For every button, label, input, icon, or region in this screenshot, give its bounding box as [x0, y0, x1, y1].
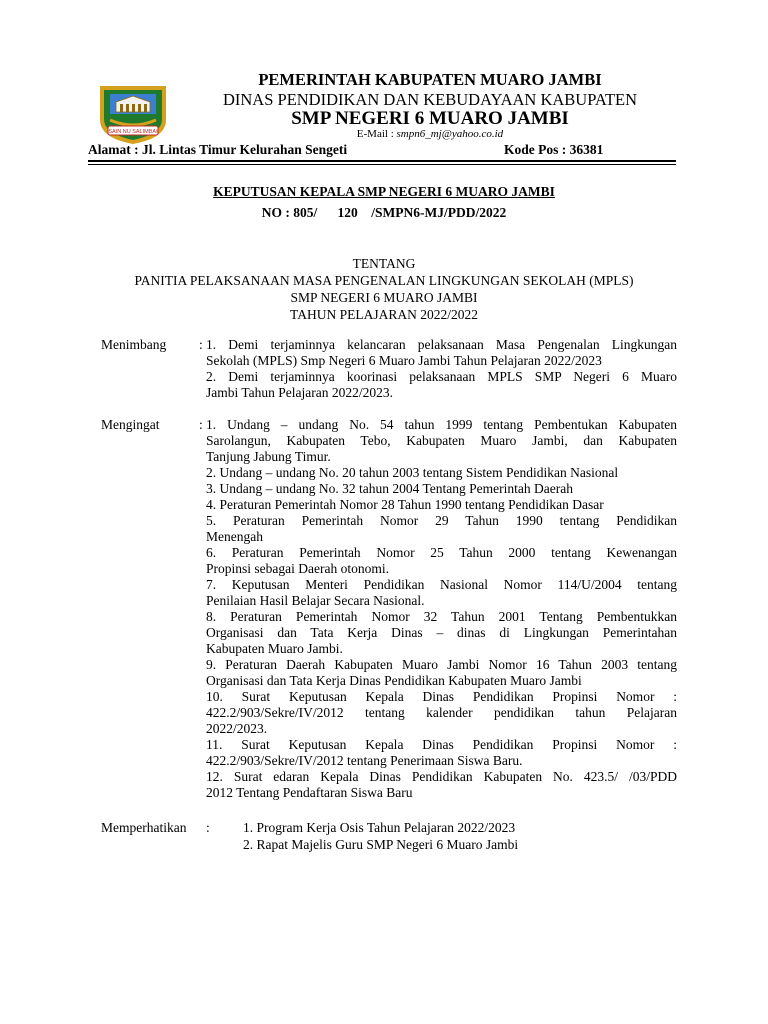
- mengingat-item-line: 4. Peraturan Pemerintah Nomor 28 Tahun 1990 tentang Pendidikan Dasar: [206, 497, 604, 512]
- mengingat-item-line: Menengah: [206, 529, 263, 544]
- menimbang-item-line: 1. Demi terjaminnya kelancaran pelaksanaan Masa Pengenalan Lingkungan: [206, 337, 677, 352]
- mengingat-item: [206, 417, 677, 465]
- mengingat-item: [206, 481, 677, 497]
- mengingat-item-line: Tanjung Jabung Timur.: [206, 449, 331, 464]
- menimbang-item-line: Sekolah (MPLS) Smp Negeri 6 Muaro Jambi Tahun Pelajaran 2022/2023: [206, 353, 602, 368]
- mengingat-item-line: 5. Peraturan Pemerintah Nomor 29 Tahun 1990 tentang Pendidikan: [206, 513, 677, 528]
- mengingat-item: [206, 769, 677, 801]
- decree-subject-line2: SMP NEGERI 6 MUARO JAMBI: [290, 290, 478, 305]
- memperhatikan-label: Memperhatikan: [101, 820, 187, 835]
- mengingat-item-line: Organisasi dan Tata Kerja Dinas Pendidikan Kabupaten Muaro Jambi: [206, 673, 582, 688]
- mengingat-item: [206, 657, 677, 689]
- header-address: Alamat : Jl. Lintas Timur Kelurahan Sengeti: [88, 142, 348, 157]
- mengingat-item: [206, 465, 677, 481]
- decree-subject-line3: TAHUN PELAJARAN 2022/2022: [290, 307, 478, 322]
- mengingat-item-line: 8. Peraturan Pemerintah Nomor 32 Tahun 2001 Tentang Pembentukkan: [206, 609, 677, 624]
- mengingat-item-line: Penilaian Hasil Belajar Secara Nasional.: [206, 593, 425, 608]
- header-government: PEMERINTAH KABUPATEN MUARO JAMBI: [258, 70, 602, 89]
- mengingat-item-line: 422.2/903/Sekre/IV/2012 tentang Penerimaan Siswa Baru.: [206, 753, 523, 768]
- decree-title: KEPUTUSAN KEPALA SMP NEGERI 6 MUARO JAMBI: [213, 184, 555, 199]
- email-label: E-Mail :: [356, 128, 397, 140]
- mengingat-item-line: Propinsi sebagai Daerah otonomi.: [206, 561, 389, 576]
- header-divider-thick: [88, 160, 676, 162]
- header-postal-code: Kode Pos : 36381: [504, 142, 604, 157]
- mengingat-label: Mengingat: [101, 417, 160, 432]
- menimbang-item: [206, 337, 677, 369]
- memperhatikan-colon: :: [206, 820, 210, 835]
- mengingat-item-line: 2012 Tentang Pendaftaran Siswa Baru: [206, 785, 413, 800]
- mengingat-item-line: 7. Keputusan Menteri Pendidikan Nasional Nomor 114/U/2004 tentang: [206, 577, 677, 592]
- mengingat-item-line: 2022/2023.: [206, 721, 268, 736]
- mengingat-item-line: 3. Undang – undang No. 32 tahun 2004 Tentang Pemerintah Daerah: [206, 481, 573, 496]
- regency-logo-icon: [96, 80, 170, 146]
- mengingat-item-line: 12. Surat edaran Kepala Dinas Pendidikan Kabupaten No. 423.5/ /03/PDD: [206, 769, 677, 784]
- mengingat-item: [206, 497, 677, 513]
- mengingat-item-line: 1. Undang – undang No. 54 tahun 1999 tentang Pembentukan Kabupaten: [206, 417, 677, 432]
- mengingat-item-line: 422.2/903/Sekre/IV/2012 tentang kalender pendidikan tahun Pelajaran: [206, 705, 677, 720]
- mengingat-item-line: 11. Surat Keputusan Kepala Dinas Pendidikan Propinsi Nomor :: [206, 737, 677, 752]
- mengingat-item: [206, 577, 677, 609]
- mengingat-item-line: 2. Undang – undang No. 20 tahun 2003 tentang Sistem Pendidikan Nasional: [206, 465, 619, 480]
- mengingat-item-line: Organisasi dan Tata Kerja Dinas – dinas di Lingkungan Pemerintahan: [206, 625, 677, 640]
- mengingat-item: [206, 737, 677, 769]
- header-school: SMP NEGERI 6 MUARO JAMBI: [291, 108, 569, 129]
- mengingat-item-line: 6. Peraturan Pemerintah Nomor 25 Tahun 2000 tentang Kewenangan: [206, 545, 677, 560]
- header-department: DINAS PENDIDIKAN DAN KEBUDAYAAN KABUPATEN: [222, 90, 638, 109]
- mengingat-item-line: 10. Surat Keputusan Kepala Dinas Pendidikan Propinsi Nomor :: [206, 689, 677, 704]
- mengingat-item-line: Sarolangun, Kabupaten Tebo, Kabupaten Muaro Jambi, dan Kabupaten: [206, 433, 677, 448]
- memperhatikan-item-1: 1. Program Kerja Osis Tahun Pelajaran 2022/2023: [243, 820, 516, 835]
- mengingat-item: [206, 689, 677, 737]
- mengingat-item: [206, 545, 677, 577]
- mengingat-item: [206, 609, 677, 657]
- mengingat-item-line: Kabupaten Muaro Jambi.: [206, 641, 343, 656]
- menimbang-colon: :: [199, 337, 203, 352]
- mengingat-item-line: 9. Peraturan Daerah Kabupaten Muaro Jambi Nomor 16 Tahun 2003 tentang: [206, 657, 677, 672]
- menimbang-item-line: Jambi Tahun Pelajaran 2022/2023.: [206, 385, 394, 400]
- menimbang-item-line: 2. Demi terjaminnya koorinasi pelaksanaan MPLS SMP Negeri 6 Muaro: [206, 369, 677, 384]
- header-email: [176, 128, 684, 140]
- decree-about-label: TENTANG: [352, 256, 416, 271]
- decree-number: NO : 805/ 120 /SMPN6-MJ/PDD/2022: [261, 205, 507, 220]
- menimbang-label: Menimbang: [101, 337, 167, 352]
- email-link[interactable]: smpn6_mj@yahoo.co.id: [396, 128, 504, 140]
- mengingat-colon: :: [199, 417, 203, 432]
- mengingat-item: [206, 513, 677, 545]
- logo-motto: SAIN NU SALIMBAI: [108, 129, 158, 135]
- menimbang-item: [206, 369, 677, 401]
- decree-subject-line1: PANITIA PELAKSANAAN MASA PENGENALAN LINGKUNGAN SEKOLAH (MPLS): [134, 273, 634, 288]
- memperhatikan-item-2: 2. Rapat Majelis Guru SMP Negeri 6 Muaro Jambi: [243, 837, 519, 852]
- header-divider-thin: [88, 164, 676, 165]
